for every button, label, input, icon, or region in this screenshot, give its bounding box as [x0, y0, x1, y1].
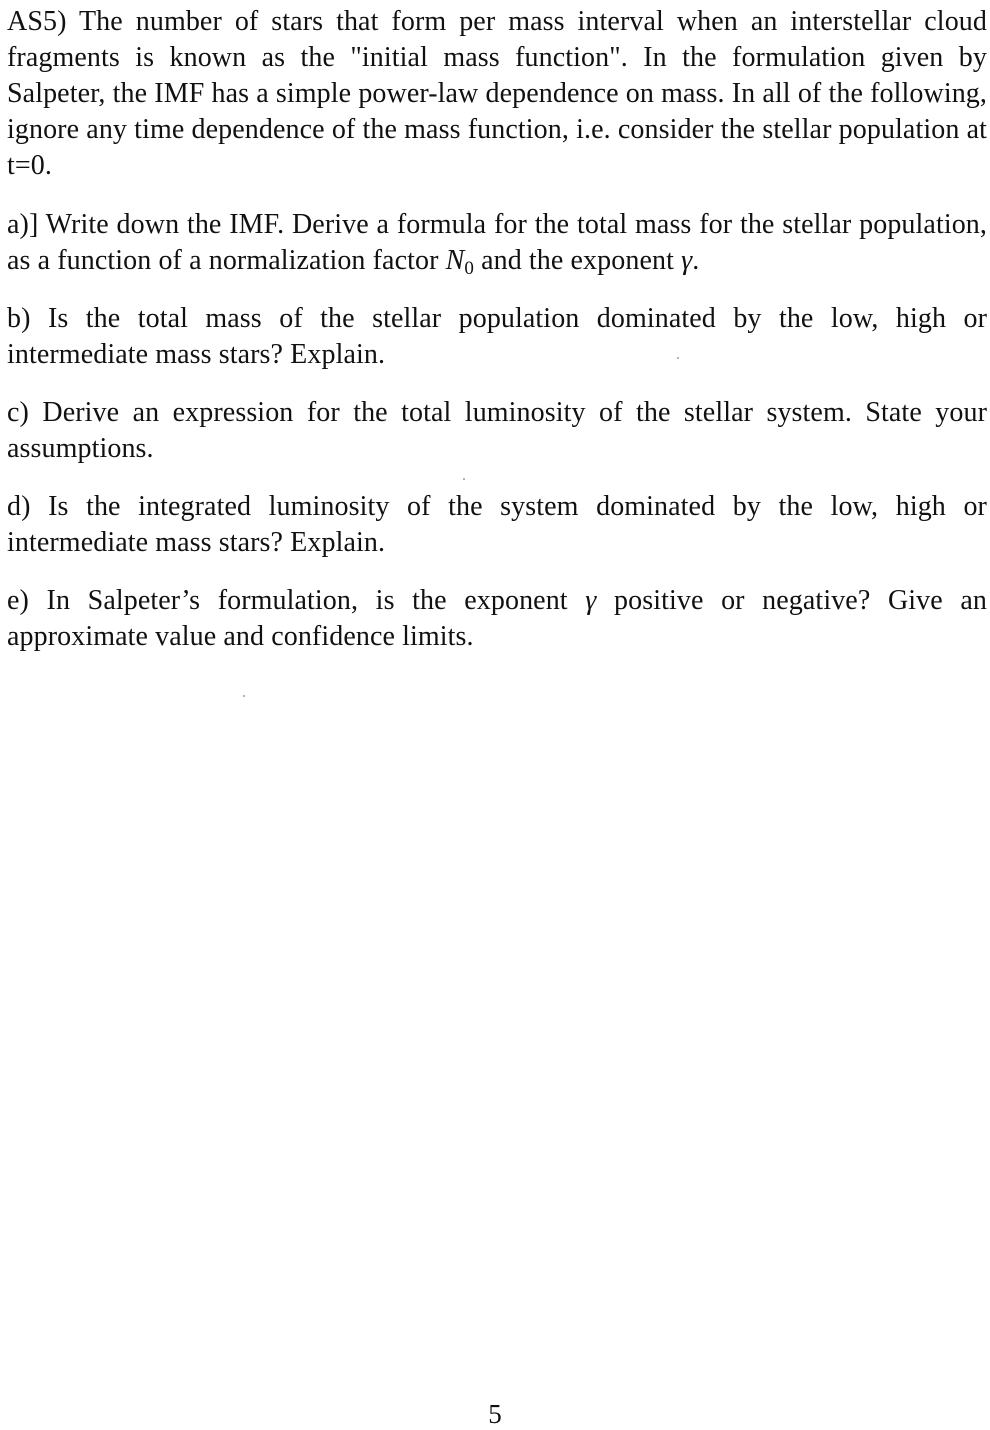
question-part-d: d) Is the integrated luminosity of the system dominated by the low, high or intermediate mass stars? Explain.	[7, 491, 987, 558]
normalization-factor-symbol	[445, 245, 474, 279]
question-intro: AS5) The number of stars that form per mass interval when an interstellar cloud fragments is known as the "initial mass function". In the formulation given by Salpeter, the IMF has a simple power-law dependence on mass. In all of the following, ignore any time dependence of the mass function, i.e. consider the stellar population at t=0.	[7, 6, 987, 181]
question-part-b: b) Is the total mass of the stellar population dominated by the low, high or intermediate mass stars? Explain.	[7, 303, 987, 370]
part-e-text-1: e) In Salpeter’s formulation, is the exponent	[7, 585, 586, 616]
question-part-c: c) Derive an expression for the total luminosity of the stellar system. State your assumptions.	[7, 397, 987, 464]
exponent-symbol: γ	[585, 585, 597, 616]
normalization-factor-subscript: 0	[464, 258, 474, 279]
part-a-text-2: and the exponent	[474, 245, 682, 276]
scan-speck	[243, 695, 245, 697]
question-body	[7, 4, 987, 677]
question-part-e	[7, 583, 987, 655]
exponent-symbol: γ	[681, 245, 693, 276]
scan-speck	[677, 357, 679, 359]
scan-speck	[463, 478, 465, 480]
part-e-text-2: positive or negative? Give an approximate value and confidence limits.	[7, 585, 987, 652]
page-number: 5	[488, 1399, 502, 1429]
question-part-a	[7, 207, 987, 279]
part-a-text-1: a)] Write down the IMF. Derive a formula for the total mass for the stellar population, as a function of a normalization factor	[7, 209, 987, 276]
part-a-text-3: .	[692, 245, 700, 276]
normalization-factor-letter: N	[445, 245, 465, 276]
